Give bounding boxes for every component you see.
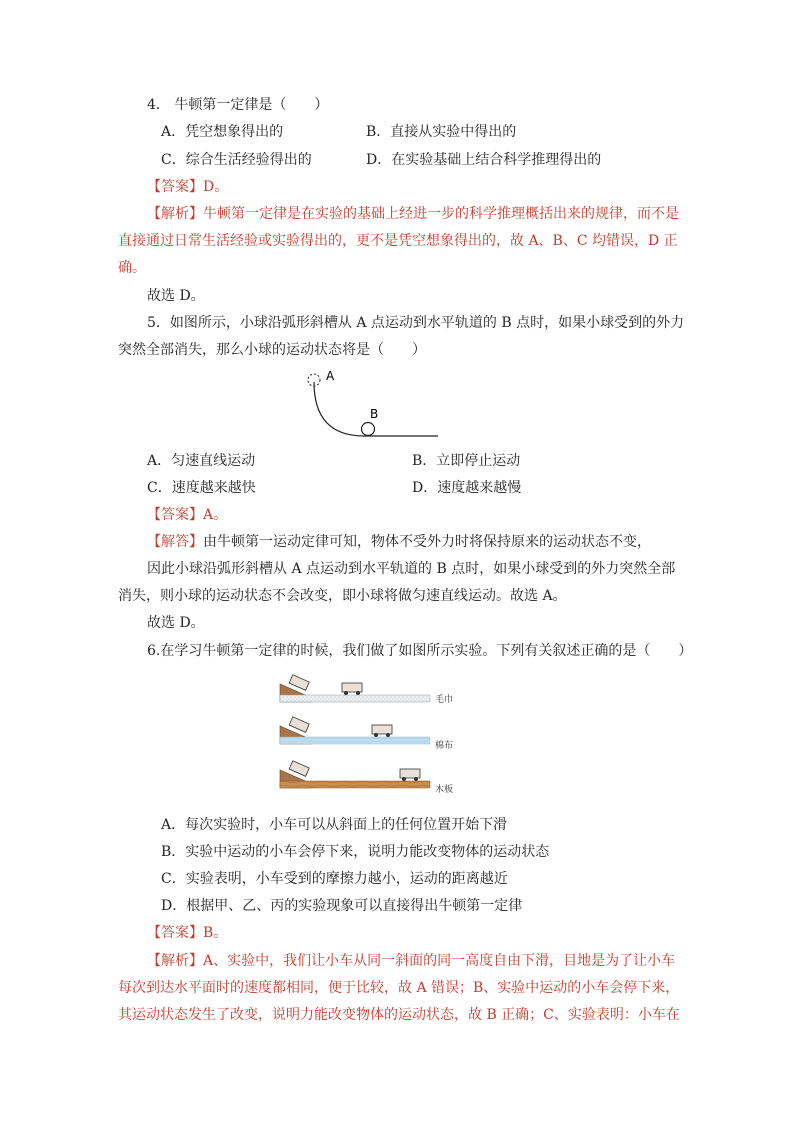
cotton-surface	[280, 737, 430, 744]
q5-answer	[147, 505, 227, 525]
q4-stem: 4． 牛顿第一定律是（ ）	[147, 97, 329, 113]
cart	[342, 683, 362, 695]
row-towel	[280, 675, 453, 705]
q6-answer	[147, 923, 227, 943]
surface-label: 毛巾	[435, 695, 454, 705]
q5-stem-line-2: 突然全部消失，那么小球的运动状态将是（ ）	[118, 342, 426, 358]
q4-choose: 故选 D。	[147, 288, 205, 304]
cart-on-ramp	[289, 675, 309, 691]
q5-stem-line-1: 5．如图所示，小球沿弧形斜槽从 A 点运动到水平轨道的 B 点时，如果小球受到的外力	[147, 315, 685, 331]
wood-surface	[280, 781, 430, 788]
q5-option-d: D．速度越来越慢	[412, 480, 522, 496]
q4-analysis-line-3: 确。	[118, 260, 146, 276]
q4-option-a: A．凭空想象得出的	[161, 124, 284, 140]
analysis-tag: 【解析】	[147, 953, 203, 969]
q5-analysis-line-1	[147, 532, 651, 552]
answer-tag: 【答案】	[147, 925, 203, 941]
q4-option-b: B．直接从实验中得出的	[366, 124, 517, 140]
row-cotton	[280, 717, 453, 751]
analysis-tag: 【解答】	[147, 534, 203, 550]
cart-on-ramp	[289, 761, 309, 777]
q6-option-a: A．每次实验时，小车可以从斜面上的任何位置开始下滑	[161, 817, 508, 833]
answer-value: B。	[203, 925, 228, 941]
answer-value: A。	[203, 507, 228, 523]
q5-option-c: C．速度越来越快	[147, 480, 256, 496]
q6-option-b: B．实验中运动的小车会停下来，说明力能改变物体的运动状态	[161, 844, 550, 860]
towel-surface	[280, 695, 430, 702]
cart	[372, 725, 392, 737]
q4-option-d: D．在实验基础上结合科学推理得出的	[366, 152, 602, 168]
q5-analysis-line-2: 因此小球沿弧形斜槽从 A 点运动到水平轨道的 B 点时，如果小球受到的外力突然全部	[147, 561, 676, 577]
q4-answer	[147, 177, 228, 197]
q5-option-a: A．匀速直线运动	[147, 453, 256, 469]
cart	[400, 769, 420, 781]
q6-analysis-line-3: 其运动状态发生了改变，说明力能改变物体的运动状态，故 B 正确；C、实验表明：小车在	[118, 1007, 680, 1023]
ball-at-b	[362, 423, 375, 436]
q4-option-c: C．综合生活经验得出的	[161, 152, 312, 168]
row-wood	[280, 761, 453, 795]
q5-option-b: B．立即停止运动	[412, 453, 521, 469]
q4-analysis-line-1	[147, 204, 679, 224]
q6-analysis-line-1	[147, 951, 675, 971]
label-b: B	[370, 407, 379, 421]
q4-analysis-line-2: 直接通过日常生活经验或实验得出的，更不是凭空想象得出的，故 A、B、C 均错误，D 正	[118, 233, 678, 249]
q6-analysis-line-2: 每次到达水平面时的速度都相同，便于比较，故 A 错误；B、实验中运动的小车会停下来，	[118, 980, 680, 996]
surface-label: 棉布	[435, 741, 454, 751]
answer-tag: 【答案】	[147, 179, 203, 195]
analysis-tag: 【解析】	[147, 206, 203, 222]
cart-on-ramp	[289, 717, 309, 733]
analysis-text: A、实验中，我们让小车从同一斜面的同一高度自由下滑，目地是为了让小车	[203, 953, 676, 969]
q6-option-d: D．根据甲、乙、丙的实验现象可以直接得出牛顿第一定律	[161, 898, 523, 914]
q5-curved-track-figure	[300, 366, 445, 444]
q6-friction-experiment-figure	[278, 668, 468, 800]
surface-label: 木板	[435, 785, 454, 795]
analysis-text: 由牛顿第一运动定律可知，物体不受外力时将保持原来的运动状态不变，	[203, 534, 651, 550]
q5-analysis-line-3: 消失，则小球的运动状态不会改变，即小球将做匀速直线运动。故选 A。	[118, 588, 567, 604]
q6-stem: 6.在学习牛顿第一定律的时候，我们做了如图所示实验。下列有关叙述正确的是（ ）	[147, 643, 693, 659]
analysis-text: 牛顿第一定律是在实验的基础上经进一步的科学推理概括出来的规律，而不是	[203, 206, 679, 222]
q5-choose: 故选 D。	[147, 615, 205, 631]
answer-tag: 【答案】	[147, 507, 203, 523]
answer-value: D。	[203, 179, 229, 195]
label-a: A	[326, 369, 335, 383]
q6-option-c: C．实验表明，小车受到的摩擦力越小，运动的距离越近	[161, 871, 508, 887]
